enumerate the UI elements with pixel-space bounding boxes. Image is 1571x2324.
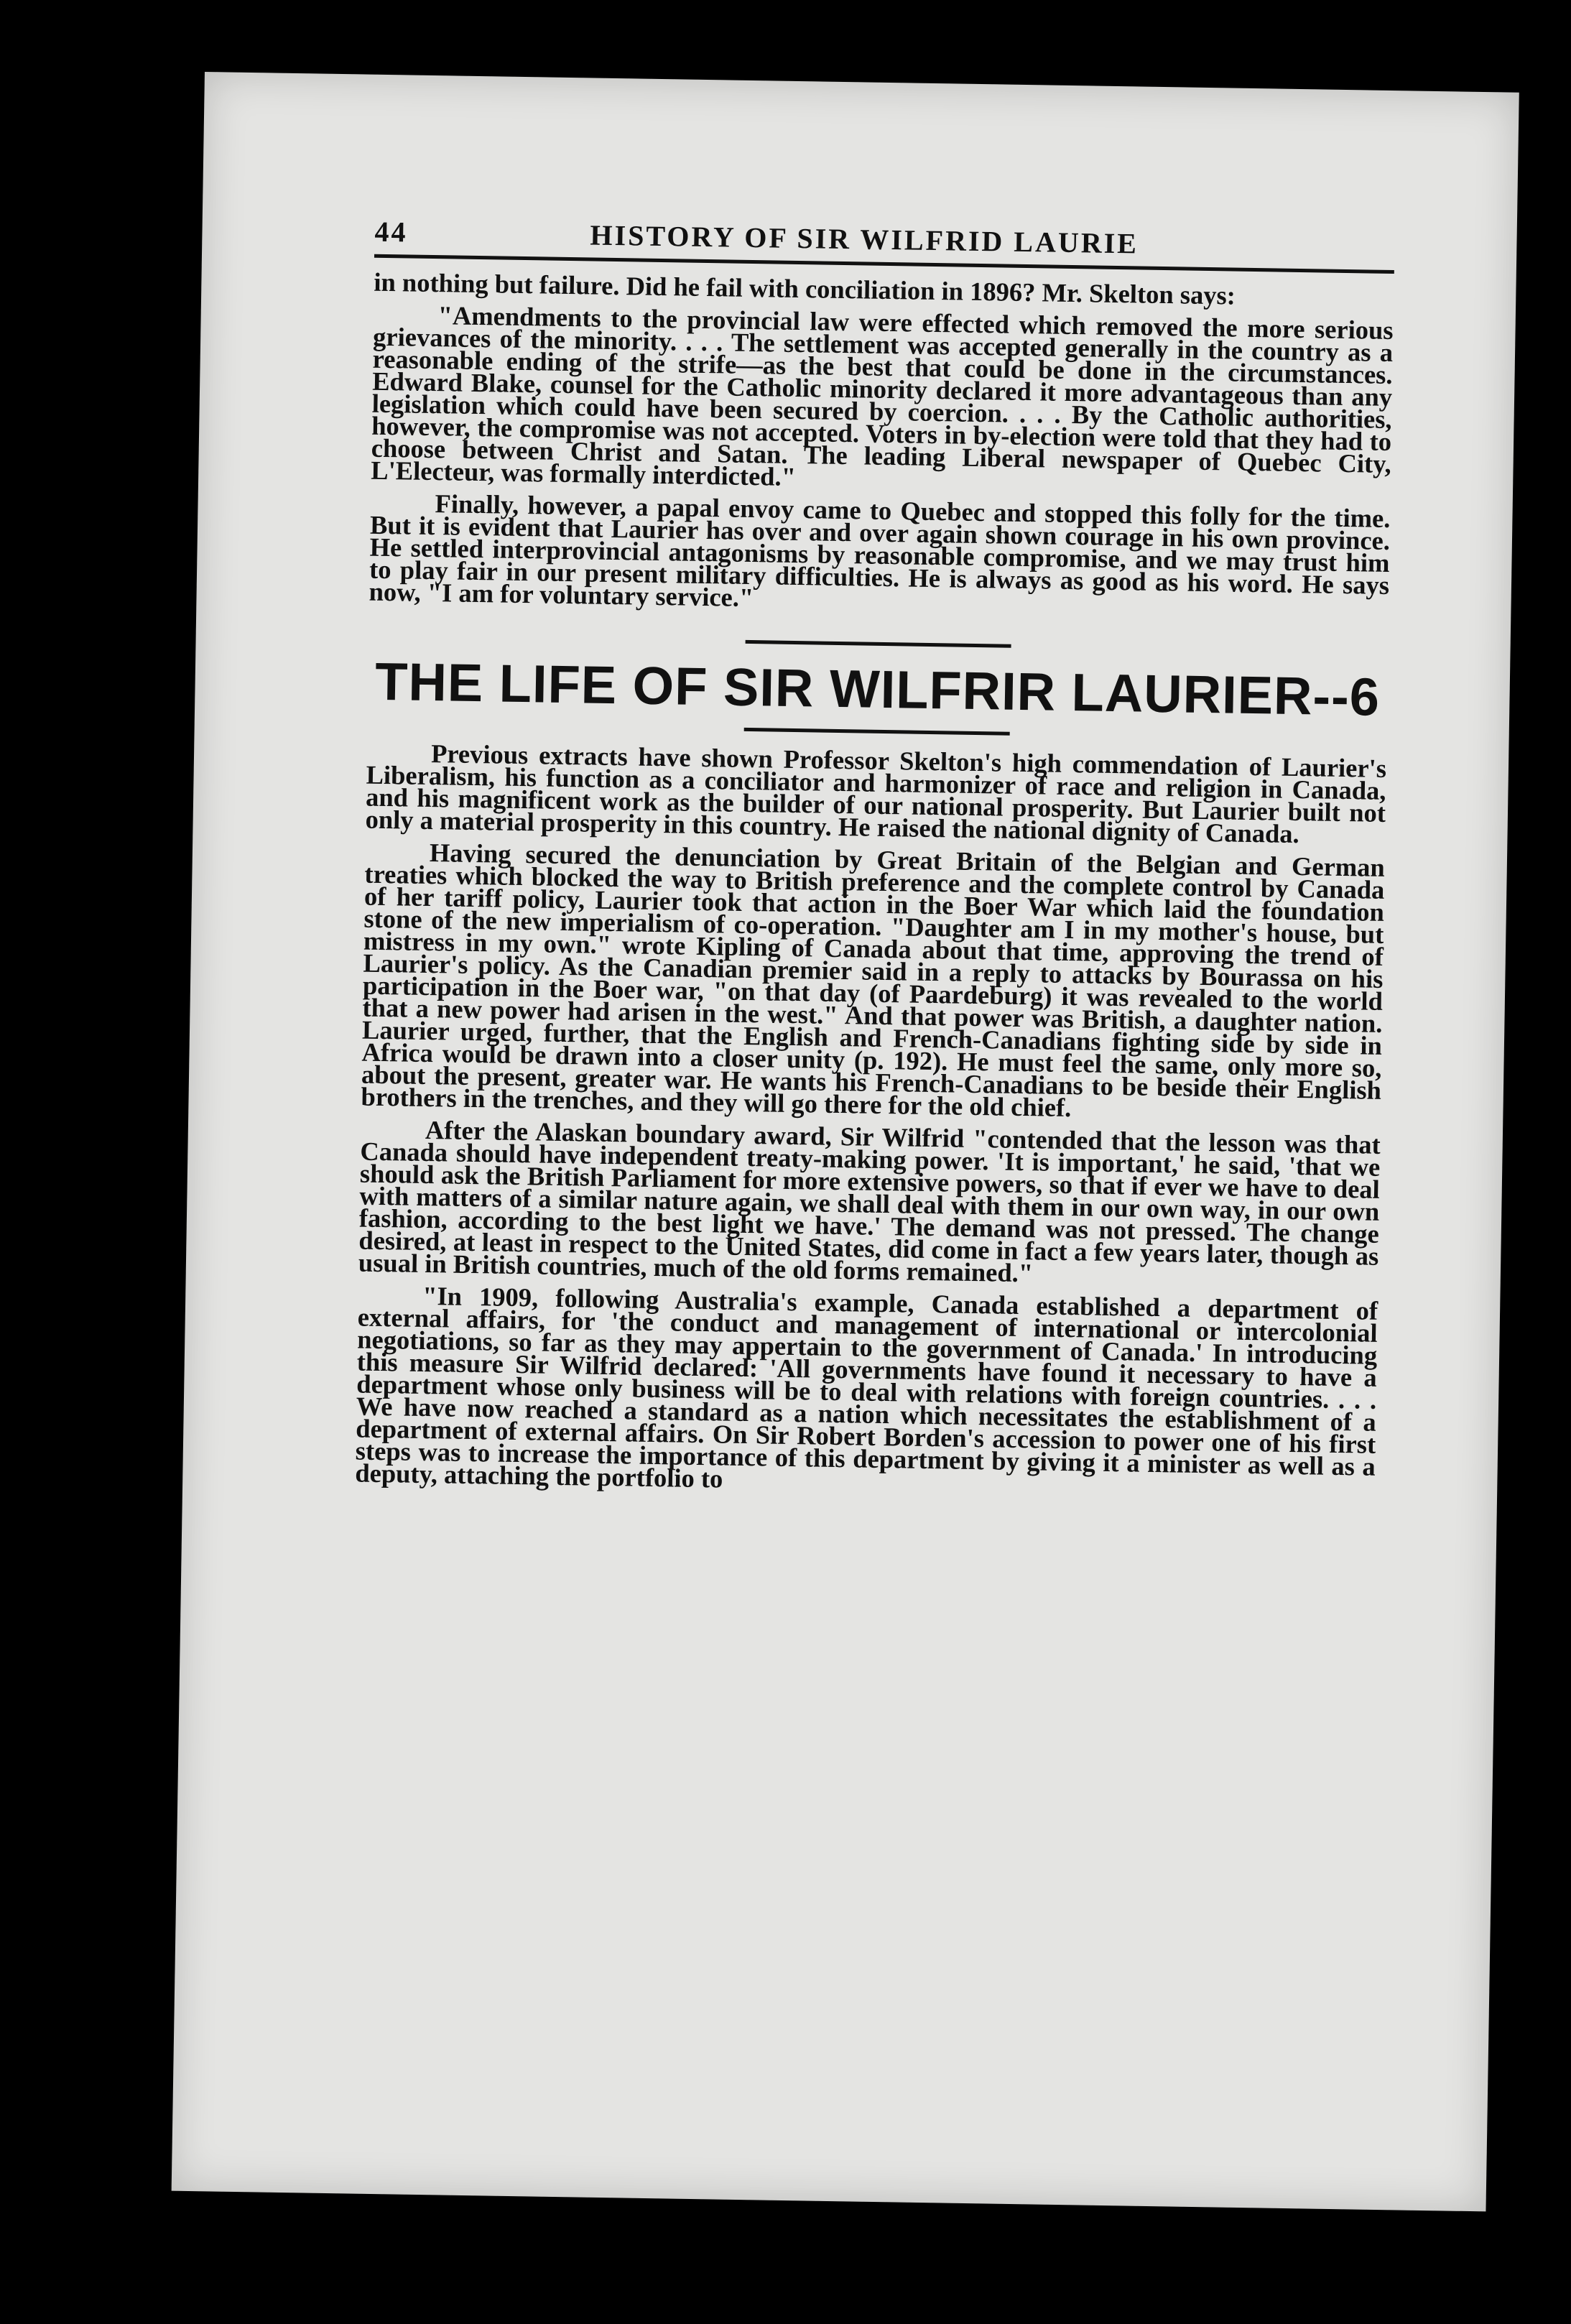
page-content	[355, 215, 1395, 1510]
paragraph: Previous extracts have shown Professor Skelton's high commendation of Laurier's Liberalism, his function as a conciliator and harmonizer of race and religion in Canada, and his magnificent work as the builder of our national prosperity. But Laurier built not only a material prosperity in this country. He raised the national dignity of Canada.	[365, 739, 1387, 849]
paragraph: Finally, however, a papal envoy came to Quebec and stopped this folly for the time. But it is evident that Laurier has over and over again shown courage in his own province. He settled interprovincial antagonisms by reasonable compromise, and we may trust him to play fair in our present military difficulties. He is always as good as his word. He says now, "I am for voluntary service."	[369, 489, 1391, 613]
chapter-title: THE LIFE OF SIR WILFRIR LAURIER--6	[374, 651, 1381, 727]
book-page	[172, 72, 1519, 2211]
running-head	[374, 215, 1395, 274]
paragraph: "In 1909, following Australia's example, Canada established a department of external affairs, for 'the conduct and management of international or intercolonial negotiations, so far as they may appertain to the government of Canada.' In introducing this measure Sir Wilfrid declared: 'All governments have found it necessary to have a department whose only business will be to deal with relations with foreign countries. . . . We have now reached a standard as a nation which necessitates the establishment of a department of external affairs. On Sir Robert Borden's accession to power one of his first steps was to increase the importance of this department by giving it a minister as well as a deputy, attaching the portfolio to	[355, 1280, 1378, 1494]
top-text	[369, 267, 1394, 619]
paragraph: After the Alaskan boundary award, Sir Wilfrid "contended that the lesson was that Canada should have independent treaty-making power. 'It is important,' he said, 'that we should ask the British Parliament for more extensive powers, so that if ever we have to deal with matters of a similar nature again, we shall deal with them in our own way, in our own fashion, according to the best light we have.' The demand was not pressed. The change desired, at least in respect to the United States, did come in fact a few years later, though as usual in British countries, much of the old forms remained."	[358, 1115, 1381, 1288]
quoted-paragraph: "Amendments to the provincial law were effected which removed the more serious grievances of the minority. . . . The settlement was accepted generally in the country as a reasonable ending of the strife—as the best that could be done in the circumstances. Edward Blake, counsel for the Catholic minority declared it more advantageous than any legislation which could have been secured by coercion. . . . By the Catholic authorities, however, the compromise was not accepted. Voters in by-election were told that they had to choose between Christ and Satan. The leading Liberal newspaper of Quebec City, L'Electeur, was formally interdicted."	[371, 300, 1394, 491]
chapter-text	[355, 741, 1386, 1500]
page-number: 44	[374, 215, 408, 249]
chapter-section	[355, 634, 1388, 1500]
title-rule-top	[746, 640, 1011, 648]
running-title: HISTORY OF SIR WILFRID LAURIE	[590, 218, 1139, 260]
paragraph: Having secured the denunciation by Great Britain of the Belgian and German treaties which blocked the way to British preference and the complete control by Canada of her tariff policy, Laurier took that action in the Boer War which laid the foundation stone of the new imperialism of co-operation. "Daughter am I in my mother's house, but mistress in my own." wrote Kipling of Canada about that time, approving the trend of Laurier's policy. As the Canadian premier said in a reply to attacks by Bourassa on his participation in the Boer war, "on that day (of Paardeburg) it was revealed to the world that a new power had arisen in the west." And that power was British, a daughter nation. Laurier urged, further, that the English and French-Canadians fighting side by side in Africa would be drawn into a closer unity (p. 192). He must feel the same, only more so, about the present, greater war. He wants his French-Canadians to be beside their English brothers in the trenches, and they will go there for the old chief.	[361, 838, 1386, 1123]
paragraph: in nothing but failure. Did he fail with conciliation in 1896? Mr. Skelton says:	[374, 267, 1236, 310]
title-rule-bottom	[744, 728, 1010, 736]
